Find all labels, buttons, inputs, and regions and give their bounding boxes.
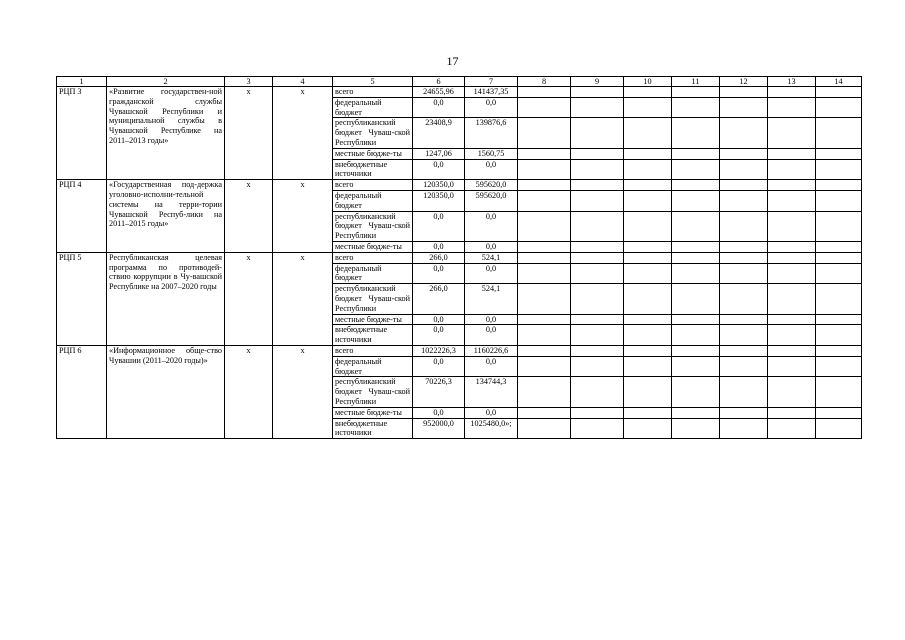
empty-cell	[672, 418, 720, 439]
empty-cell	[571, 97, 624, 118]
empty-cell	[571, 252, 624, 263]
empty-cell	[768, 345, 816, 356]
empty-cell	[624, 159, 672, 180]
empty-cell	[571, 190, 624, 211]
empty-cell	[624, 180, 672, 191]
empty-cell	[518, 356, 571, 377]
empty-cell	[624, 314, 672, 325]
empty-cell	[624, 407, 672, 418]
column-header: 8	[518, 77, 571, 87]
program-name: «Развитие государствен-ной гражданской службы Чувашской Республики и муниципальной службы в Чувашской Республике на 2011–2013 годы»	[107, 87, 225, 180]
column-4-cell: х	[273, 252, 333, 345]
empty-cell	[672, 180, 720, 191]
empty-cell	[518, 263, 571, 284]
funding-source: республиканский бюджет Чуваш-ской Республики	[333, 211, 413, 241]
empty-cell	[816, 118, 862, 148]
table-row	[57, 345, 862, 356]
empty-cell	[768, 241, 816, 252]
column-header: 4	[273, 77, 333, 87]
value-col-7: 595620,0	[465, 190, 518, 211]
empty-cell	[816, 418, 862, 439]
header-row	[57, 77, 862, 87]
value-col-7: 141437,35	[465, 87, 518, 98]
empty-cell	[672, 118, 720, 148]
empty-cell	[720, 97, 768, 118]
column-4-cell: х	[273, 180, 333, 253]
funding-source: местные бюдже-ты	[333, 407, 413, 418]
empty-cell	[768, 325, 816, 346]
table-row	[57, 180, 862, 191]
value-col-6: 0,0	[413, 314, 465, 325]
value-col-7: 1160226,6	[465, 345, 518, 356]
funding-source: всего	[333, 87, 413, 98]
value-col-7: 0,0	[465, 97, 518, 118]
empty-cell	[518, 180, 571, 191]
empty-cell	[672, 407, 720, 418]
value-col-6: 952000,0	[413, 418, 465, 439]
empty-cell	[672, 241, 720, 252]
program-name: «Информационное обще-ство Чувашии (2011–2020 годы)»	[107, 345, 225, 438]
empty-cell	[518, 407, 571, 418]
empty-cell	[571, 118, 624, 148]
empty-cell	[768, 418, 816, 439]
empty-cell	[816, 356, 862, 377]
empty-cell	[816, 211, 862, 241]
column-header: 3	[225, 77, 273, 87]
empty-cell	[624, 252, 672, 263]
empty-cell	[624, 87, 672, 98]
value-col-7: 0,0	[465, 241, 518, 252]
column-3-cell: х	[225, 87, 273, 180]
empty-cell	[768, 190, 816, 211]
empty-cell	[624, 418, 672, 439]
value-col-6: 120350,0	[413, 190, 465, 211]
empty-cell	[768, 180, 816, 191]
empty-cell	[672, 159, 720, 180]
empty-cell	[571, 159, 624, 180]
empty-cell	[720, 407, 768, 418]
funding-source: республиканский бюджет Чуваш-ской Республики	[333, 284, 413, 314]
empty-cell	[816, 97, 862, 118]
program-code: РЦП 5	[57, 252, 107, 345]
funding-source: местные бюдже-ты	[333, 314, 413, 325]
value-col-6: 70226,3	[413, 377, 465, 407]
empty-cell	[720, 180, 768, 191]
empty-cell	[624, 325, 672, 346]
empty-cell	[816, 87, 862, 98]
value-col-6: 0,0	[413, 159, 465, 180]
empty-cell	[672, 252, 720, 263]
empty-cell	[518, 211, 571, 241]
empty-cell	[571, 314, 624, 325]
empty-cell	[720, 190, 768, 211]
budget-table	[56, 76, 862, 439]
empty-cell	[518, 345, 571, 356]
value-col-7: 595620,0	[465, 180, 518, 191]
value-col-7: 524,1	[465, 252, 518, 263]
empty-cell	[720, 148, 768, 159]
column-header: 11	[672, 77, 720, 87]
value-col-7: 0,0	[465, 356, 518, 377]
empty-cell	[571, 325, 624, 346]
empty-cell	[768, 314, 816, 325]
empty-cell	[768, 87, 816, 98]
value-col-7: 139876,6	[465, 118, 518, 148]
empty-cell	[571, 87, 624, 98]
column-header: 1	[57, 77, 107, 87]
empty-cell	[571, 241, 624, 252]
empty-cell	[518, 190, 571, 211]
column-header: 5	[333, 77, 413, 87]
funding-source: местные бюдже-ты	[333, 148, 413, 159]
empty-cell	[518, 314, 571, 325]
empty-cell	[518, 377, 571, 407]
empty-cell	[720, 418, 768, 439]
column-3-cell: х	[225, 345, 273, 438]
empty-cell	[518, 87, 571, 98]
value-col-6: 23408,9	[413, 118, 465, 148]
table-body	[57, 77, 862, 439]
funding-source: всего	[333, 180, 413, 191]
value-col-7: 134744,3	[465, 377, 518, 407]
value-col-6: 24655,96	[413, 87, 465, 98]
empty-cell	[672, 190, 720, 211]
value-col-7: 524,1	[465, 284, 518, 314]
empty-cell	[816, 284, 862, 314]
empty-cell	[768, 356, 816, 377]
empty-cell	[720, 159, 768, 180]
empty-cell	[816, 252, 862, 263]
empty-cell	[720, 345, 768, 356]
funding-source: федеральный бюджет	[333, 97, 413, 118]
value-col-6: 1022226,3	[413, 345, 465, 356]
table-row	[57, 252, 862, 263]
empty-cell	[768, 211, 816, 241]
program-code: РЦП 4	[57, 180, 107, 253]
empty-cell	[518, 97, 571, 118]
empty-cell	[518, 148, 571, 159]
value-col-7: 1560,75	[465, 148, 518, 159]
empty-cell	[518, 418, 571, 439]
funding-source: федеральный бюджет	[333, 356, 413, 377]
column-4-cell: х	[273, 345, 333, 438]
empty-cell	[672, 263, 720, 284]
empty-cell	[624, 118, 672, 148]
column-header: 6	[413, 77, 465, 87]
empty-cell	[720, 356, 768, 377]
empty-cell	[624, 190, 672, 211]
empty-cell	[768, 284, 816, 314]
empty-cell	[624, 241, 672, 252]
value-col-6: 0,0	[413, 407, 465, 418]
empty-cell	[672, 284, 720, 314]
column-header: 7	[465, 77, 518, 87]
value-col-6: 0,0	[413, 211, 465, 241]
empty-cell	[768, 407, 816, 418]
value-col-6: 0,0	[413, 241, 465, 252]
empty-cell	[720, 211, 768, 241]
empty-cell	[624, 211, 672, 241]
empty-cell	[672, 356, 720, 377]
column-3-cell: х	[225, 180, 273, 253]
empty-cell	[768, 97, 816, 118]
value-col-7: 0,0	[465, 314, 518, 325]
empty-cell	[720, 377, 768, 407]
empty-cell	[720, 325, 768, 346]
empty-cell	[768, 252, 816, 263]
funding-source: внебюджетные источники	[333, 325, 413, 346]
column-4-cell: х	[273, 87, 333, 180]
empty-cell	[624, 284, 672, 314]
empty-cell	[518, 159, 571, 180]
empty-cell	[571, 284, 624, 314]
empty-cell	[816, 314, 862, 325]
empty-cell	[624, 356, 672, 377]
empty-cell	[571, 148, 624, 159]
funding-source: федеральный бюджет	[333, 263, 413, 284]
empty-cell	[672, 314, 720, 325]
value-col-6: 0,0	[413, 325, 465, 346]
empty-cell	[768, 377, 816, 407]
empty-cell	[720, 252, 768, 263]
program-code: РЦП 3	[57, 87, 107, 180]
empty-cell	[672, 345, 720, 356]
value-col-7: 0,0	[465, 211, 518, 241]
empty-cell	[571, 377, 624, 407]
value-col-6: 0,0	[413, 356, 465, 377]
empty-cell	[518, 241, 571, 252]
funding-source: внебюджетные источники	[333, 418, 413, 439]
empty-cell	[624, 377, 672, 407]
empty-cell	[720, 263, 768, 284]
funding-source: всего	[333, 345, 413, 356]
empty-cell	[571, 263, 624, 284]
empty-cell	[720, 314, 768, 325]
empty-cell	[571, 345, 624, 356]
program-name: Республиканская целевая программа по противодей-ствию коррупции в Чу-вашской Республике на 2007–2020 годы	[107, 252, 225, 345]
empty-cell	[816, 159, 862, 180]
funding-source: республиканский бюджет Чуваш-ской Республики	[333, 377, 413, 407]
value-col-6: 0,0	[413, 263, 465, 284]
value-col-7: 0,0	[465, 263, 518, 284]
column-3-cell: х	[225, 252, 273, 345]
value-col-7: 0,0	[465, 407, 518, 418]
empty-cell	[518, 118, 571, 148]
empty-cell	[624, 148, 672, 159]
empty-cell	[571, 407, 624, 418]
empty-cell	[624, 345, 672, 356]
empty-cell	[816, 180, 862, 191]
column-header: 9	[571, 77, 624, 87]
funding-source: республиканский бюджет Чуваш-ской Республики	[333, 118, 413, 148]
page-number: 17	[446, 54, 459, 68]
empty-cell	[518, 325, 571, 346]
column-header: 13	[768, 77, 816, 87]
empty-cell	[571, 180, 624, 191]
empty-cell	[720, 87, 768, 98]
column-header: 2	[107, 77, 225, 87]
column-header: 14	[816, 77, 862, 87]
empty-cell	[672, 87, 720, 98]
value-col-7: 0,0	[465, 325, 518, 346]
empty-cell	[816, 407, 862, 418]
column-header: 10	[624, 77, 672, 87]
table-row	[57, 87, 862, 98]
empty-cell	[768, 159, 816, 180]
value-col-6: 266,0	[413, 252, 465, 263]
empty-cell	[672, 325, 720, 346]
empty-cell	[768, 263, 816, 284]
empty-cell	[571, 211, 624, 241]
empty-cell	[672, 377, 720, 407]
funding-source: всего	[333, 252, 413, 263]
empty-cell	[624, 263, 672, 284]
empty-cell	[518, 284, 571, 314]
empty-cell	[672, 97, 720, 118]
empty-cell	[720, 118, 768, 148]
funding-source: внебюджетные источники	[333, 159, 413, 180]
empty-cell	[816, 345, 862, 356]
program-code: РЦП 6	[57, 345, 107, 438]
value-col-6: 266,0	[413, 284, 465, 314]
empty-cell	[816, 241, 862, 252]
value-col-6: 0,0	[413, 97, 465, 118]
empty-cell	[624, 97, 672, 118]
column-header: 12	[720, 77, 768, 87]
value-col-7: 0,0	[465, 159, 518, 180]
empty-cell	[768, 118, 816, 148]
empty-cell	[672, 148, 720, 159]
funding-source: местные бюдже-ты	[333, 241, 413, 252]
empty-cell	[518, 252, 571, 263]
empty-cell	[816, 148, 862, 159]
value-col-6: 120350,0	[413, 180, 465, 191]
value-col-7: 1025480,0»;	[465, 418, 518, 439]
empty-cell	[768, 148, 816, 159]
empty-cell	[571, 418, 624, 439]
empty-cell	[720, 284, 768, 314]
empty-cell	[816, 377, 862, 407]
funding-source: федеральный бюджет	[333, 190, 413, 211]
empty-cell	[816, 325, 862, 346]
empty-cell	[672, 211, 720, 241]
empty-cell	[816, 263, 862, 284]
value-col-6: 1247,06	[413, 148, 465, 159]
empty-cell	[816, 190, 862, 211]
program-name: «Государственная под-держка уголовно-исполни-тельной системы на терри-тории Чувашской Респуб-лики на 2011–2015 годы»	[107, 180, 225, 253]
empty-cell	[720, 241, 768, 252]
empty-cell	[571, 356, 624, 377]
